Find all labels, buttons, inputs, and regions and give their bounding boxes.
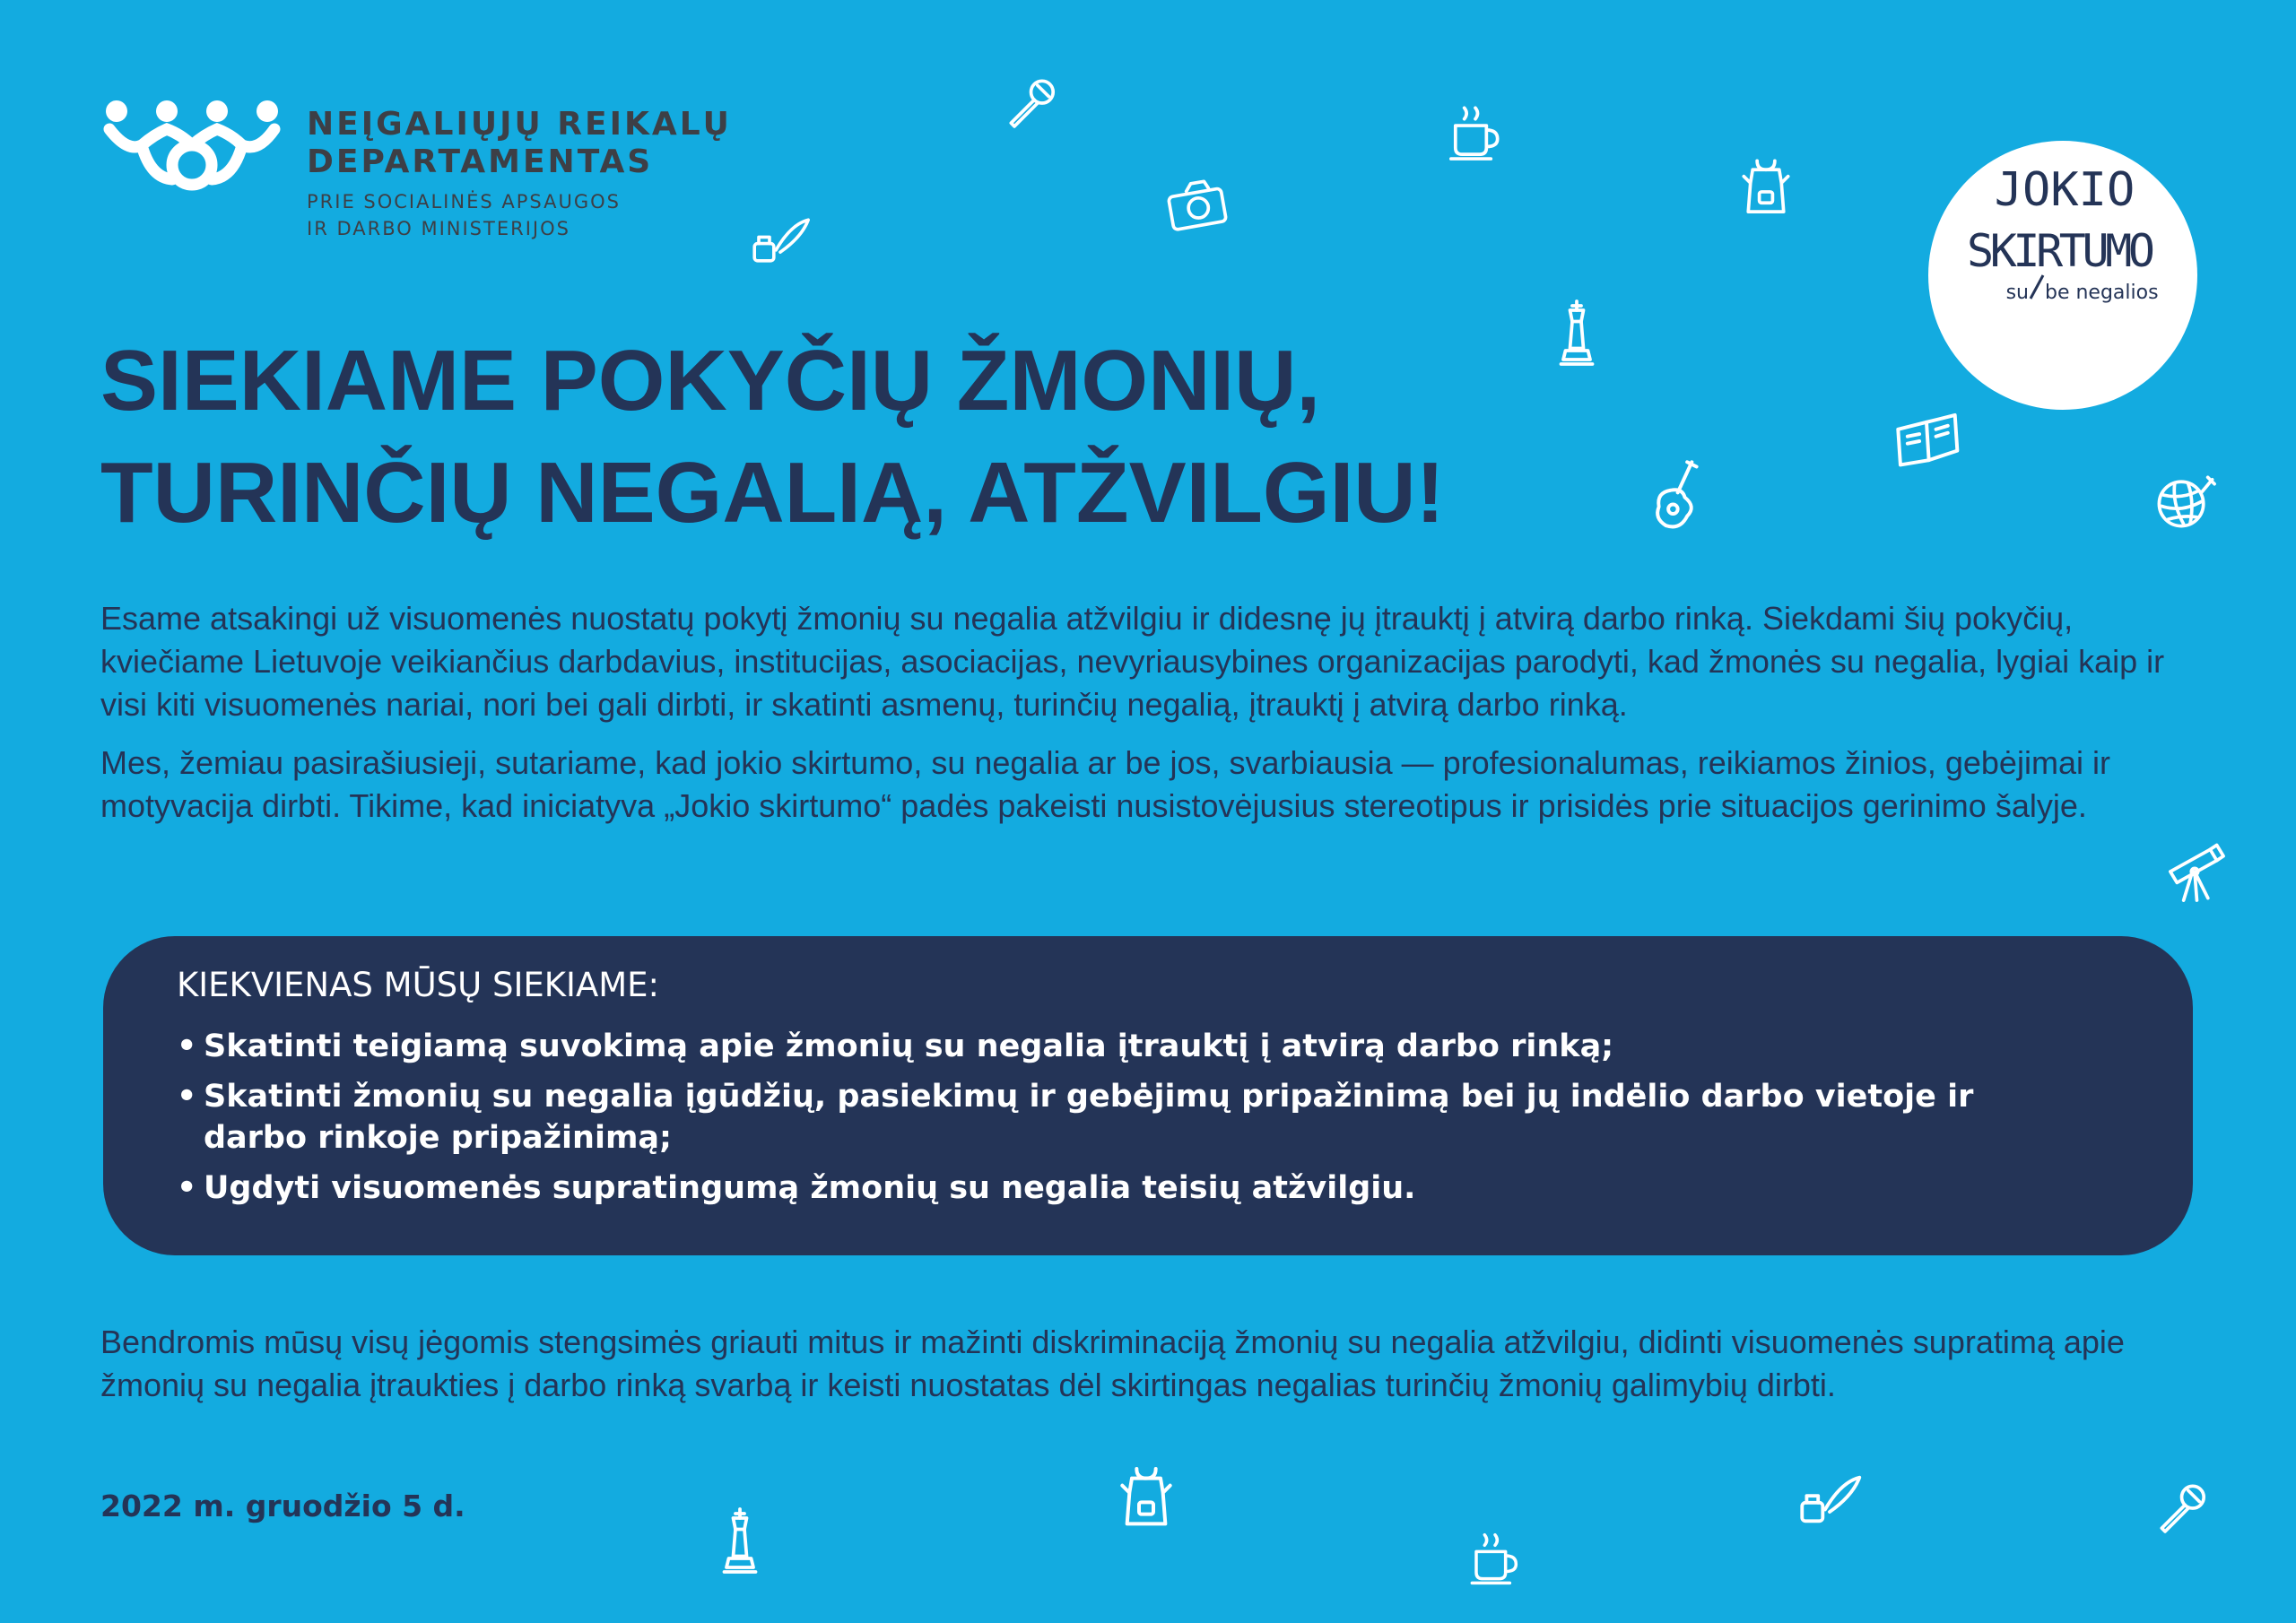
jokio-skirtumo-badge xyxy=(1928,141,2197,410)
quill-ink-icon xyxy=(747,213,813,267)
goal-text: Ugdyti visuomenės supratingumą žmonių su negalia teisių atžvilgiu. xyxy=(204,1170,1416,1206)
org-name-line2: DEPARTAMENTAS xyxy=(307,143,654,180)
badge-line1: JOKIO xyxy=(1994,163,2135,217)
goals-list xyxy=(177,1026,2105,1218)
org-subtitle xyxy=(307,188,621,242)
goal-item xyxy=(177,1026,2105,1067)
microphone-icon xyxy=(1000,70,1066,136)
goal-text: Skatinti žmonių su negalia įgūdžių, pasiekimų ir gebėjimų pripažinimą bei jų indėlio darbo vietoje ir darbo rinkoje pripažinimą; xyxy=(204,1079,1974,1156)
goals-title: KIEKVIENAS MŪSŲ SIEKIAME: xyxy=(177,966,660,1004)
badge-line3-a: su xyxy=(2005,282,2029,304)
microphone-icon xyxy=(2151,1475,2217,1541)
page-title xyxy=(100,325,1625,549)
bullet-icon: • xyxy=(177,1079,197,1115)
people-circle-logo-icon xyxy=(100,99,284,197)
coffee-cup-icon xyxy=(1442,97,1509,163)
org-name xyxy=(307,106,732,181)
org-sub-line1: PRIE SOCIALINĖS APSAUGOS xyxy=(307,191,621,213)
department-logo xyxy=(100,99,746,251)
guitar-icon xyxy=(1648,457,1702,533)
chess-king-icon xyxy=(1554,296,1599,369)
goal-item xyxy=(177,1167,2105,1209)
camera-icon xyxy=(1161,170,1233,237)
book-icon xyxy=(1891,408,1962,474)
badge-line3-b: be negalios xyxy=(2045,282,2159,304)
apron-icon xyxy=(1733,154,1799,221)
bullet-icon: • xyxy=(177,1170,197,1206)
date: 2022 m. gruodžio 5 d. xyxy=(100,1488,465,1523)
title-line2: TURINČIŲ NEGALIĄ, ATŽVILGIU! xyxy=(100,445,1445,541)
bullet-icon: • xyxy=(177,1028,197,1064)
goal-item xyxy=(177,1076,2105,1159)
title-line1: SIEKIAME POKYČIŲ ŽMONIŲ, xyxy=(100,333,1321,429)
coffee-cup-icon xyxy=(1462,1524,1528,1587)
org-name-line1: NEĮGALIŲJŲ REIKALŲ xyxy=(307,106,732,143)
badge-line2: SKIRTUMO xyxy=(1967,225,2155,277)
intro-paragraph-1: Esame atsakingi už visuomenės nuostatų pokytį žmonių su negalia atžvilgiu ir didesnę jų įtrauktį į atvirą darbo rinką. Siekdami šių pokyčių, kviečiame Lietuvoje veikiančius darbdavius, institucijas, asociacijas, nevyriausybines organizacijas parodyti, kad žmonės su negalia, lygiai kaip ir visi kiti visuomenės nariai, nori bei gali dirbti, ir skatinti asmenų, turinčių negalią, įtrauktį į atvirą darbo rinką. xyxy=(100,600,2165,723)
yarn-ball-icon xyxy=(2152,466,2219,533)
telescope-icon xyxy=(2161,838,2228,905)
goal-text: Skatinti teigiamą suvokimą apie žmonių su negalia įtrauktį į atvirą darbo rinką; xyxy=(204,1028,1614,1064)
org-sub-line2: IR DARBO MINISTERIJOS xyxy=(307,218,570,239)
goals-box xyxy=(103,936,2193,1255)
intro-paragraph-2: Mes, žemiau pasirašiusieji, sutariame, kad jokio skirtumo, su negalia ar be jos, svarbiausia — profesionalumas, reikiamos žinios, gebėjimai ir motyvacija dirbti. Tikime, kad iniciatyva „Jokio skirtumo“ padės pakeisti nusistovėjusius stereotipus ir prisidės prie situacijos gerinimo šalyje. xyxy=(100,744,2110,824)
badge-slash-icon xyxy=(2031,275,2043,299)
quill-ink-icon xyxy=(1792,1471,1867,1528)
apron-icon xyxy=(1110,1460,1182,1535)
closing-paragraph: Bendromis mūsų visų jėgomis stengsimės griauti mitus ir mažinti diskriminaciją žmonių su negalia atžvilgiu, didinti visuomenės supratimą apie žmonių su negalia įtraukties į darbo rinką svarbą ir keisti nuostatas dėl skirtingas negalias turinčių žmonių galimybių dirbti. xyxy=(100,1324,2125,1403)
chess-king-icon xyxy=(718,1503,762,1578)
